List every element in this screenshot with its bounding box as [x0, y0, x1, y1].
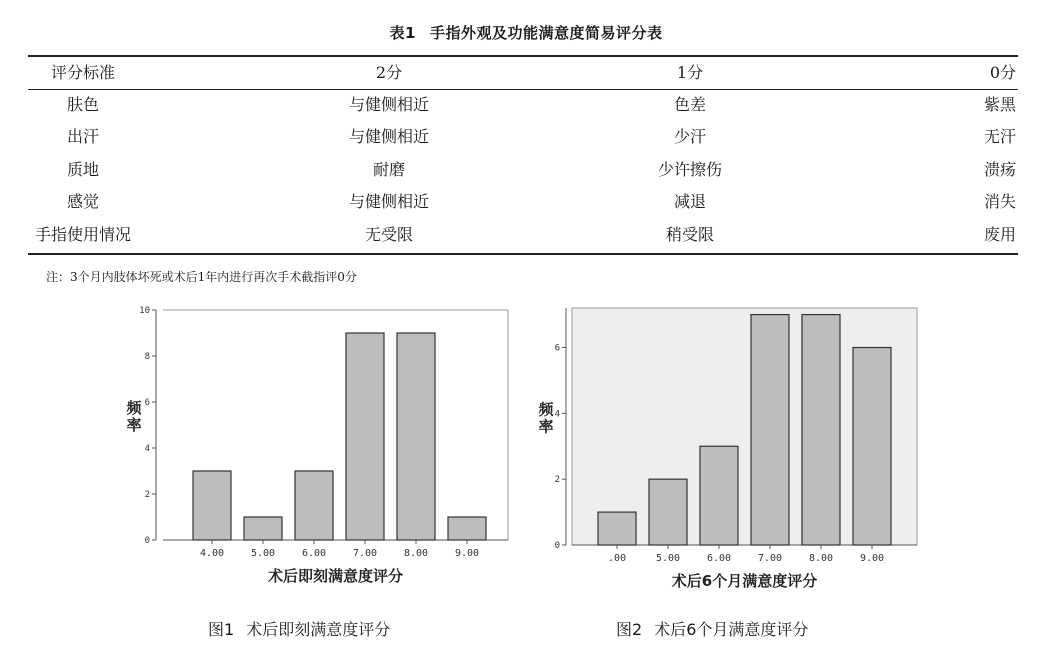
y-tick-label: 6 — [144, 398, 150, 408]
table-cell: 与健侧相近 — [348, 127, 429, 146]
table-cell: 感觉 — [66, 192, 99, 211]
table-cell: 出汗 — [66, 127, 99, 146]
y-tick-label: 0 — [144, 536, 150, 546]
bar — [397, 333, 435, 540]
table-cell: 与健侧相近 — [348, 95, 429, 114]
chart-immediate-svg — [118, 300, 518, 590]
table-cell: 溃疡 — [983, 160, 1016, 179]
bar — [853, 348, 891, 546]
figure-2-caption — [616, 617, 808, 640]
x-tick-label: 9.00 — [454, 548, 480, 559]
table-cell: 无汗 — [983, 127, 1016, 146]
table-note: 注：3个月内肢体坏死或术后1年内进行再次手术截指评0分 — [46, 270, 357, 284]
bar — [802, 315, 840, 545]
header-cell: 2分 — [375, 63, 403, 82]
figure-1-caption-text: 术后即刻满意度评分 — [246, 620, 391, 639]
chart-immediate — [118, 300, 518, 590]
table-row — [0, 89, 1052, 121]
table-cell: 减退 — [673, 192, 706, 211]
table-cell: 紫黑 — [983, 95, 1016, 114]
x-tick-label: 7.00 — [757, 553, 783, 564]
y-tick-label: 0 — [554, 541, 560, 551]
table-title-text: 手指外观及功能满意度简易评分表 — [429, 24, 663, 42]
table-cell: 手指使用情况 — [34, 225, 131, 244]
y-tick-label: 10 — [139, 306, 150, 316]
bar — [598, 512, 636, 545]
bar — [193, 471, 231, 540]
x-axis-title: 术后6个月满意度评分 — [671, 572, 818, 590]
header-cell: 0分 — [989, 63, 1016, 82]
bar — [649, 479, 687, 545]
x-tick-label: 5.00 — [250, 548, 276, 559]
y-tick-label: 4 — [144, 444, 150, 454]
chart-six-month-svg — [530, 300, 930, 590]
x-tick-label: 6.00 — [706, 553, 732, 564]
table-cell: 色差 — [673, 95, 706, 114]
header-cell: 1分 — [676, 63, 704, 82]
table-title — [0, 22, 1052, 43]
table-cell: 与健侧相近 — [348, 192, 429, 211]
bar — [700, 446, 738, 545]
table-cell: 消失 — [983, 192, 1016, 211]
x-tick-label: .00 — [607, 553, 627, 564]
bar — [751, 315, 789, 545]
x-tick-label: 4.00 — [199, 548, 225, 559]
table-bottom-rule — [28, 253, 1018, 255]
x-tick-label: 8.00 — [808, 553, 834, 564]
y-tick-label: 2 — [554, 475, 560, 486]
x-tick-label: 9.00 — [859, 553, 885, 564]
bar — [295, 471, 333, 540]
bar — [244, 517, 282, 540]
header-cell: 评分标准 — [50, 63, 115, 82]
table-row — [0, 121, 1052, 153]
y-tick-label: 4 — [554, 409, 560, 420]
table-cell: 无受限 — [364, 225, 413, 244]
figure-2-caption-text: 术后6个月满意度评分 — [654, 620, 809, 639]
y-axis-title: 频率 — [126, 399, 142, 434]
table-cell: 质地 — [66, 160, 99, 179]
chart-six-month — [530, 300, 930, 590]
x-tick-label: 5.00 — [655, 553, 681, 564]
y-axis-title: 频率 — [538, 400, 554, 436]
table-row — [0, 154, 1052, 186]
table-cell: 少汗 — [673, 127, 706, 146]
table-row — [0, 186, 1052, 218]
table-header-row — [0, 57, 1052, 89]
bar — [346, 333, 384, 540]
table-cell: 稍受限 — [665, 225, 714, 244]
y-tick-label: 2 — [144, 490, 150, 500]
table-cell: 耐磨 — [372, 160, 405, 179]
table-cell: 废用 — [983, 225, 1016, 244]
figure-2-number: 图2 — [616, 620, 643, 639]
table-cell: 少许擦伤 — [657, 160, 722, 179]
y-tick-label: 8 — [144, 352, 150, 362]
x-tick-label: 8.00 — [403, 548, 429, 559]
bar — [448, 517, 486, 540]
x-tick-label: 7.00 — [352, 548, 378, 559]
table-cell: 肤色 — [66, 95, 99, 114]
x-axis-title: 术后即刻满意度评分 — [267, 567, 404, 585]
figure-1-number: 图1 — [208, 620, 235, 639]
y-tick-label: 6 — [554, 343, 560, 354]
table-number: 表1 — [389, 24, 416, 42]
table-row — [0, 219, 1052, 251]
figure-1-caption — [208, 617, 390, 640]
x-tick-label: 6.00 — [301, 548, 327, 559]
